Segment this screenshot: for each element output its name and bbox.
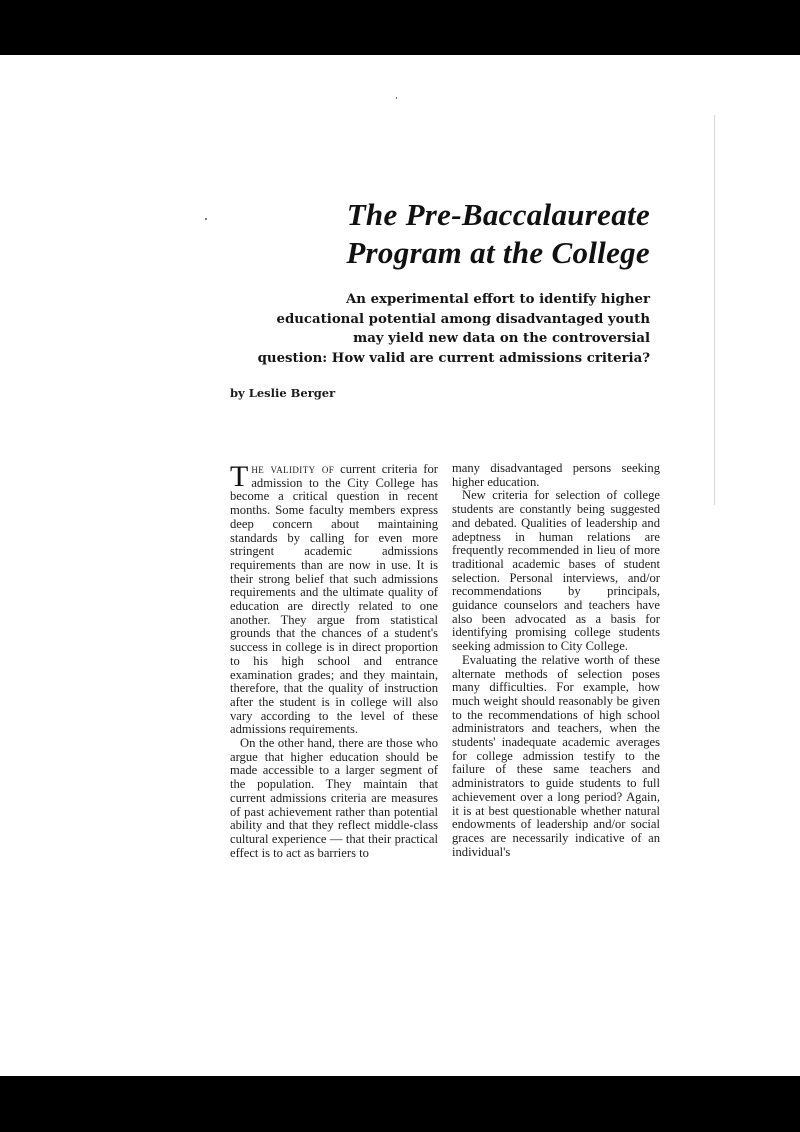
title-line: Program at the College [346,235,650,270]
paragraph-text: current criteria for admission to the City College has become a critical question in recent months. Some faculty members express deep concern about maintaining standards by calling for even more stringent academic admissions requirements than are now in use. It is their strong belief that such admissions requirements and the ultimate quality of education are directly related to one another. They argue from statistical grounds that the chances of a student's success in college is in direct proportion to his high school and entrance examination grades; and they maintain, therefore, that the quality of instruction after the student is in college will also vary according to the level of these admissions requirements. [230,462,438,737]
paragraph: New criteria for selection of college students are constantly being suggested and debated. Qualities of leadership and adeptness in human relations are frequently recommended in lieu of more traditional academic bases of student selection. Personal interviews, and/or recommendations by principals, guidance counselors and teachers have also been advocated as a basis for identifying promising college students seeking admission to City College. [452,488,660,654]
paragraph: many disadvantaged persons seeking higher education. [452,461,660,489]
scan-speck [205,218,207,220]
deck-line: question: How valid are current admissions criteria? [257,350,650,366]
deck-line: may yield new data on the controversial [353,331,650,346]
letterbox-bottom [0,1076,800,1132]
article-deck [190,290,650,368]
body-column-left [230,460,438,860]
byline: by Leslie Berger [230,386,336,400]
title-line: The Pre-Baccalaureate [346,197,650,232]
paragraph: On the other hand, there are those who argue that higher education should be made accessible to a larger segment of the population. They maintain that current admissions criteria are measures of past achievement rather than potential ability and that they reflect middle-class cultural experience — that their practical effect is to act as barriers to [230,736,438,860]
scan-speck [396,97,397,99]
deck-line: educational potential among disadvantaged youth [276,311,650,327]
lead-in: he validity of [251,462,335,476]
deck-line: An experimental effort to identify higher [345,292,650,307]
scan-artifact-line [714,115,715,505]
letterbox-top [0,0,800,55]
drop-cap: T [230,460,249,493]
paragraph: Evaluating the relative worth of these alternate methods of selection poses many difficulties. For example, how much weight should reasonably be given to the recommendations of high school administrators and teachers, when the students' inadequate academic averages for college admission testify to the failure of these same teachers and administrators to guide students to full achievement over a long period? Again, it is at best questionable whether natural endowments of leadership and/or social graces are necessarily indicative of an individual's [452,652,660,859]
paragraph [230,460,438,737]
body-column-right [452,462,660,859]
article-title [230,196,650,272]
